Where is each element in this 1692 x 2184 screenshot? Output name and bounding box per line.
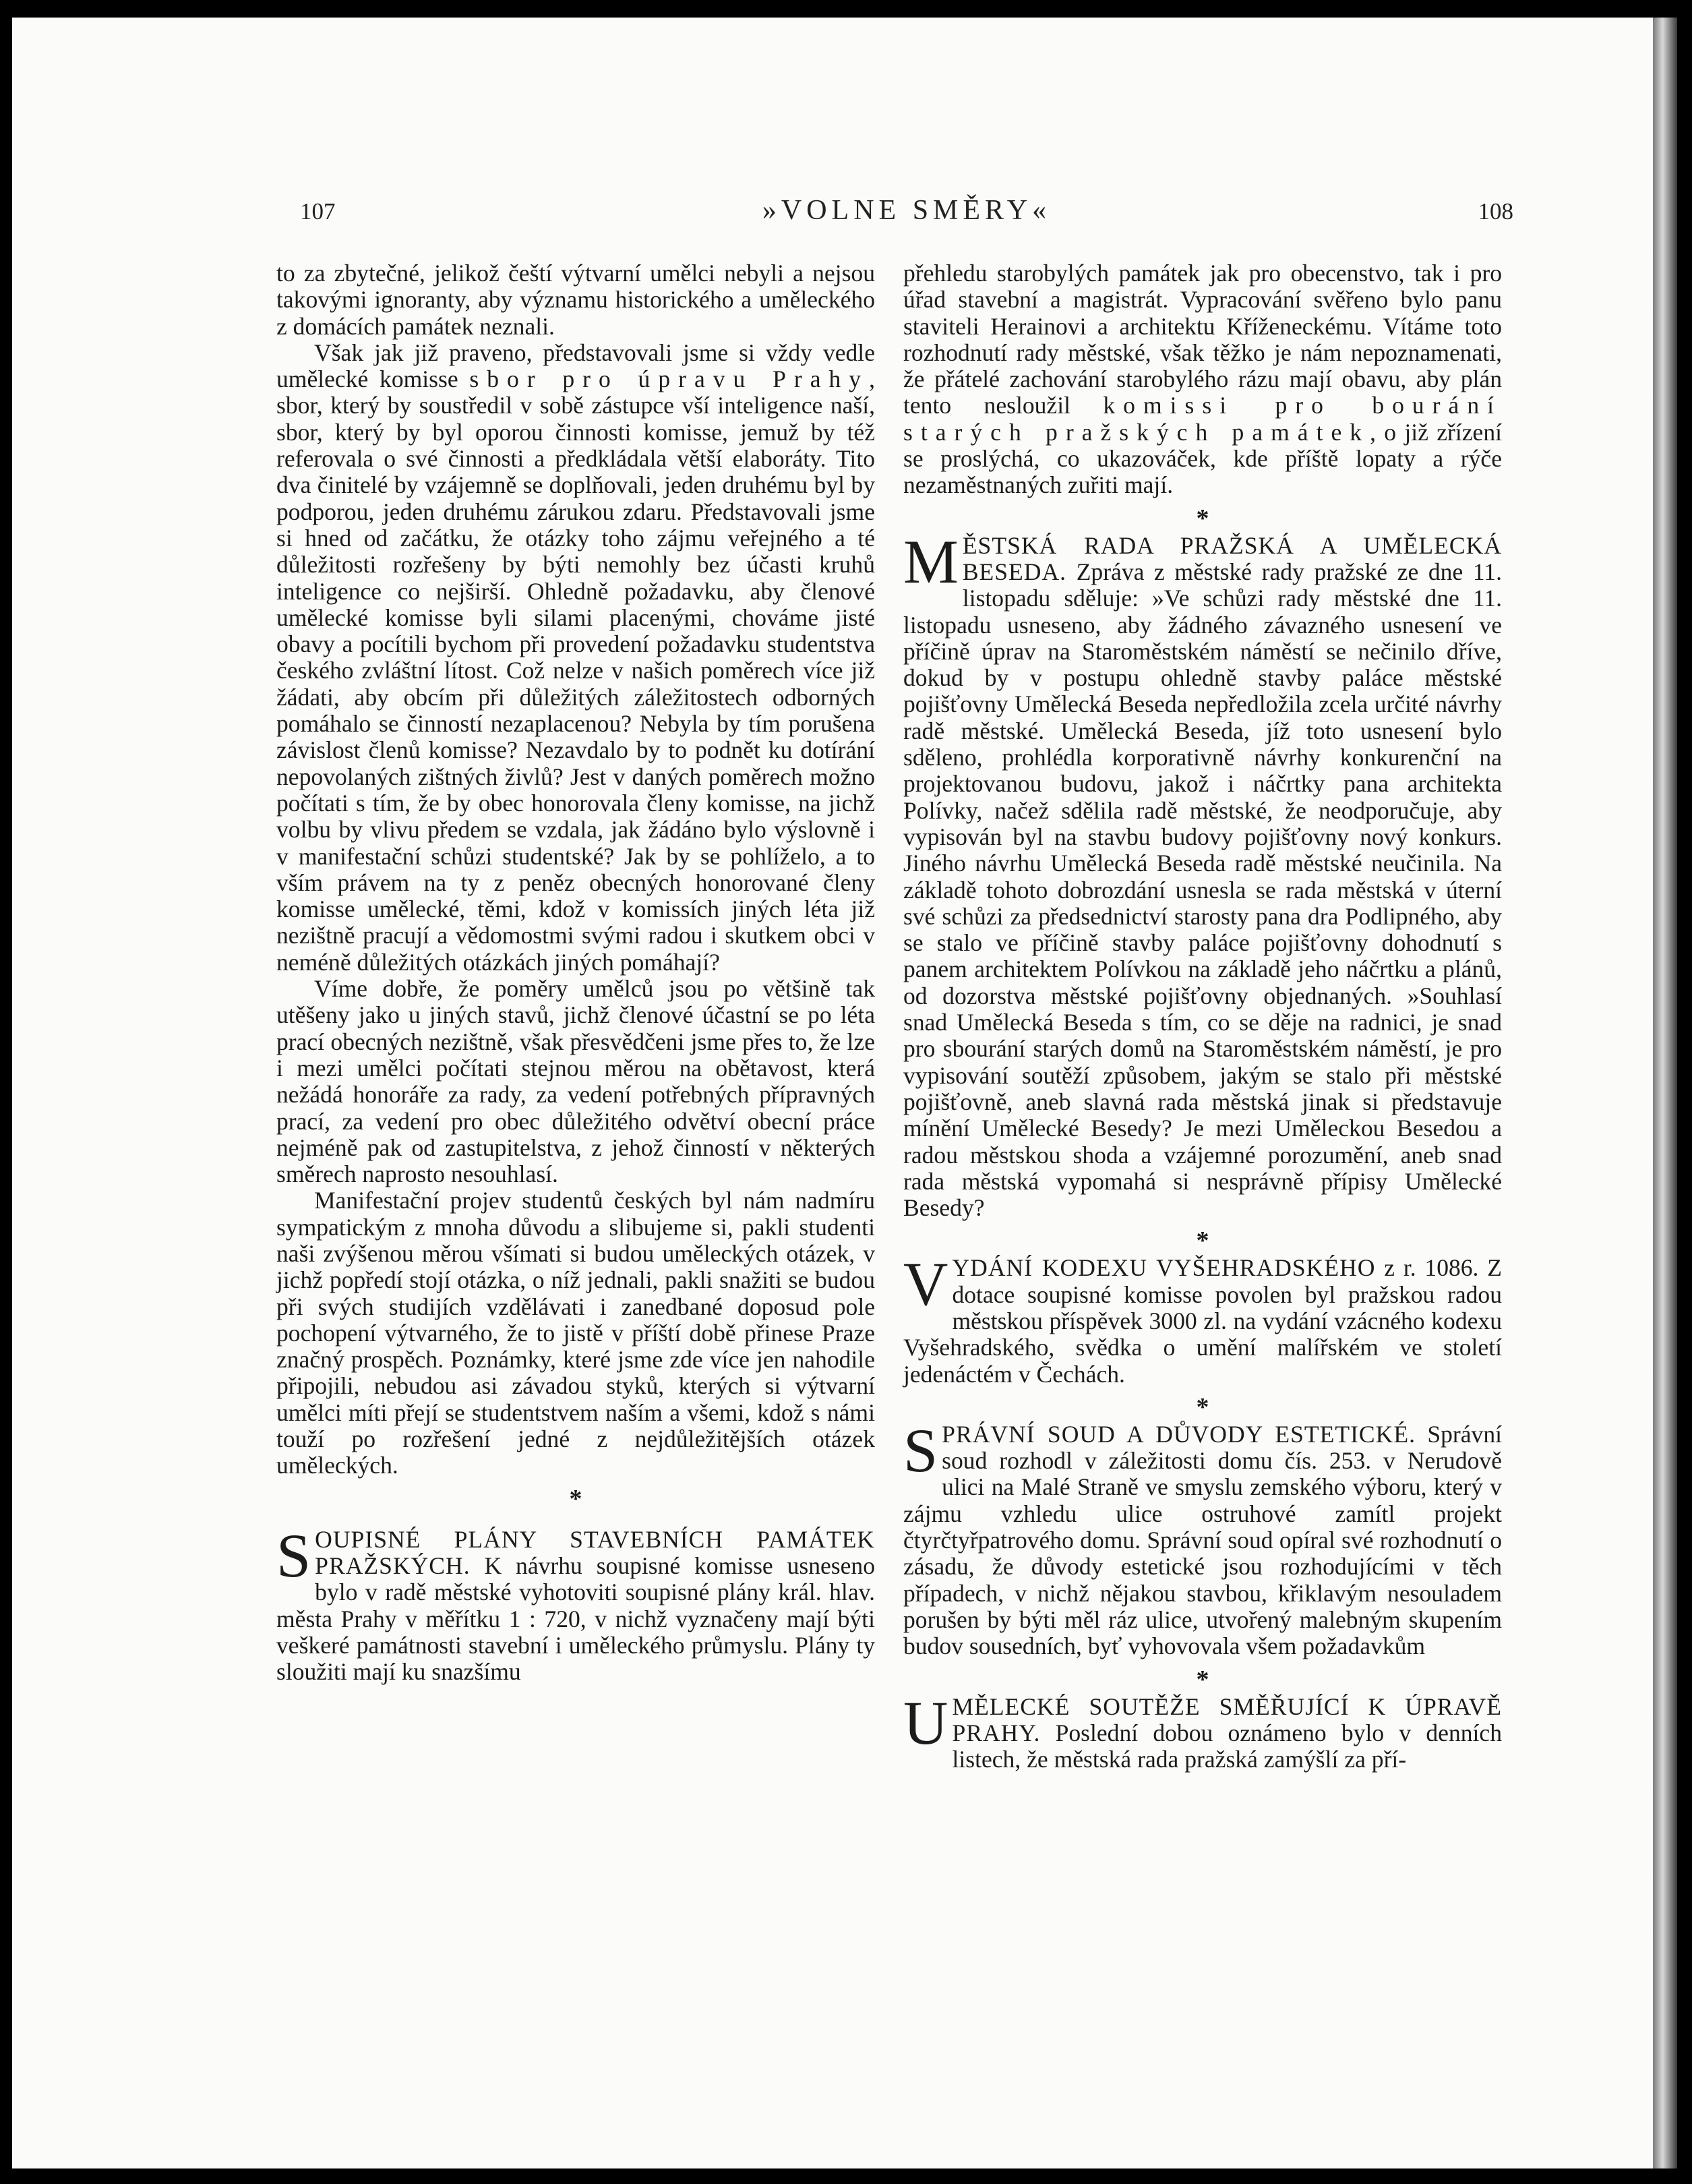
article-heading: MĚLECKÉ SOUTĚŽE SMĚŘUJÍCÍ K ÚPRAVĚ PRAHY. <box>952 1692 1502 1746</box>
paragraph: Víme dobře, že poměry umělců jsou po většině tak utěšeny jako u jiných stavů, jichž členové účastní se po léta prací obecných nezištně, však přesvědčeni jsme přes to, že lze i mezi umělci počítati stejnou měrou na obětavost, která nežádá honoráře za rady, za vedení potřebných přípravných prací, za vedení pro obec důležitého odvětví obecní práce nejméně pak od zastupitelstva, z jehož činností v některých směrech naprosto nesouhlasí. <box>276 975 875 1188</box>
section-separator-star: * <box>569 1484 582 1513</box>
running-head <box>300 194 1513 228</box>
article-text: MĚSTSKÁ RADA PRAŽSKÁ A UMĚLECKÁ BESEDA. Zpráva z městské rady pražské ze dne 11. listopadu sděluje: »Ve schůzi rady městské dne 11. listopadu usneseno, aby žádného závazného usnesení ve příčině úprav na Staroměstském náměstí se nečinilo dříve, dokud by v postupu ohledně stavby paláce městské pojišťovny Umělecká Beseda nepředložila zcela určité návrhy radě městské. Umělecká Beseda, jíž toto usnesení bylo sděleno, prohlédla korporativně návrhy konkurenční na projektovanou budovu, jakož i náčrtky pana architekta Polívky, načež sdělila radě městské, že neodporučuje, aby vypisován byl na stavbu budovy pojišťovny nový konkurs. Jiného návrhu Umělecká Beseda radě městské neučinila. Na základě tohoto dobrozdání usnesla se rada městská v úterní své schůzi za předsednictví starosty pana dra Podlipného, aby se stalo ve příčině stavby paláce pojišťovny dohodnutí s panem architektem Polívkou na základě jeho náčrtku a plánů, od dozorstva městské pojišťovny objednaných. »Souhlasí snad Umělecká Beseda s tím, co se děje na radnici, je snad pro sbourání starých domů na Staroměstském náměstí, je pro vypisování soutěží způsobem, jakým se stalo při městské pojišťovně, aneb slavná rada městská jinak si představuje mínění Umělecké Besedy? Je mezi Uměleckou Besedou a radou městskou shoda a vzájemné porozumění, aneb snad rada městská vypomahá si nesprávně přípisy Umělecké Besedy? <box>903 527 1502 1222</box>
article-text: SPRÁVNÍ SOUD A DŮVODY ESTETICKÉ. Správní soud rozhodl v záležitosti domu čís. 253. v Nerudově ulici na Malé Straně ve smyslu zemského výboru, který v zájmu vzhledu ulice ostruhové zamítl projekt čtyrčtyřpatrového domu. Správní soud opíral své rozhodnutí o zásadu, že důvody estetické jsou rozhodujícími v těch případech, v nichž nějakou stavbou, křiklavým nesouladem porušen by býti měl ráz ulice, utvořený malebným skupením budov sousedních, byť vyhovovala všem požadavkům <box>903 1415 1502 1660</box>
section-separator-star: * <box>1196 1227 1209 1256</box>
section-separator-star: * <box>1196 1392 1209 1421</box>
drop-cap: V <box>903 1249 948 1319</box>
drop-cap: M <box>903 527 959 596</box>
article-vydani-kodexu <box>903 1249 1502 1388</box>
section-separator-star: * <box>1196 1665 1209 1694</box>
article-umelecke-souteze <box>903 1688 1502 1773</box>
paragraph: to za zbytečné, jelikož čeští výtvarní umělci nebyli a nejsou takovými ignoranty, aby významu historického a uměleckého z domácích památek neznali. <box>276 260 875 340</box>
paragraph: Však jak již praveno, představovali jsme si vždy vedle umělecké komisse sbor pro úpravu Prahy, sbor, který by soustředil v sobě zástupce vší inteligence naší, sbor, který by byl oporou činnosti komisse, jemuž by též referovala o své činnosti a předkládala větší elaboráty. Tito dva činitelé by vzájemně se doplňovali, jeden druhému byl by podporou, jeden druhému zárukou zdaru. Představovali jsme si hned od začátku, že otázky toho zájmu veřejného a té důležitosti rozřešeny by býti nemohly bez účasti kruhů inteligence co nejširší. Ohledně požadavku, aby členové umělecké komisse byli silami placenými, chováme jisté obavy a pocítili bychom při provedení požadavku studentstva českého zvláštní lítost. Což nelze v našich poměrech více již žádati, aby obcím při důležitých záležitostech odborných pomáhalo se činností nezaplacenou? Nebyla by tím porušena závislost členů komisse? Nezavdalo by to podnět ku dotírání nepovolaných zištných živlů? Jest v daných poměrech možno počítati s tím, že by obec honorovala členy komisse, na jichž volbu by vlivu předem se vzdala, jak žádáno bylo výslovně i v manifestační schůzi studentské? Jak by se pohlíželo, a to vším právem na ty z peněz obecných honorované členy komisse umělecké, těmi, kdož v komissích jiných léta již nezištně pracují a vědomostmi svými radou i skutkem obci v neméně důležitých otázkách jiných pomáhají? <box>276 338 875 976</box>
journal-title: »VOLNE SMĚRY« <box>762 195 1052 226</box>
page-number-left: 107 <box>300 198 336 225</box>
drop-cap: U <box>903 1688 948 1757</box>
right-column <box>903 260 1502 1773</box>
article-text: VYDÁNÍ KODEXU VYŠEHRADSKÉHO z r. 1086. Z dotace soupisné komisse povolen byl pražskou radou městskou příspěvek 3000 zl. na vydání vzácného kodexu Vyšehradského, svědka o umění malířském ve století jedenáctém v Čechách. <box>903 1249 1502 1388</box>
section-separator-star: * <box>1196 504 1209 533</box>
paragraph: přehledu starobylých památek jak pro obecenstvo, tak i pro úřad stavební a magistrát. Vypracování svěřeno bylo panu staviteli Herainovi a architektu Kříženeckému. Vítáme toto rozhodnutí rady městské, však těžko je nám nepoznamenati, že přátelé zachování starobylého rázu mají obavu, aby plán tento nesloužil komissi pro bourání starých pražských památek, o již zřízení se proslýchá, co ukazováček, kde příště lopaty a rýče nezaměstnaných zuřiti mají. <box>903 260 1502 499</box>
article-heading: OUPISNÉ PLÁNY STAVEBNÍCH PAMÁTEK PRAŽSKÝCH. <box>315 1525 875 1579</box>
article-heading: PRÁVNÍ SOUD A DŮVODY ESTETICKÉ. <box>942 1420 1416 1448</box>
left-column <box>276 260 875 1685</box>
article-heading: ĚSTSKÁ RADA PRAŽSKÁ A UMĚLECKÁ BESEDA. <box>962 531 1502 585</box>
drop-cap: S <box>276 1521 311 1590</box>
paragraph: Manifestační projev studentů českých byl nám nadmíru sympatickým z mnoha důvodu a slibujeme si, pakli studenti naši zvýšenou měrou všímati si budou uměleckých otázek, v jichž popředí stojí otázka, o níž jednali, pakli snažiti se budou při svých studijích vzdělávati i zanedbané doposud pole pochopení výtvarného, že to jistě v příští době přinese Praze značný prospěch. Poznámky, které jsme zde více jen nahodile připojili, nebudou asi závadou styků, kterých si výtvarní umělci míti přejí se studentstvem naším a všemi, kdož s námi touží po rozřešení jedné z nejdůležitějších otázek uměleckých. <box>276 1187 875 1479</box>
article-text: UMĚLECKÉ SOUTĚŽE SMĚŘUJÍCÍ K ÚPRAVĚ PRAHY. Poslední dobou oznámeno bylo v denních listech, že městská rada pražská zamýšlí za pří- <box>903 1688 1502 1773</box>
drop-cap: S <box>903 1415 938 1485</box>
book-binding-edge <box>1653 18 1677 2168</box>
article-soupisne-plany <box>276 1521 875 1686</box>
article-heading: YDÁNÍ KODEXU VYŠEHRADSKÉHO <box>952 1254 1376 1282</box>
article-mestska-rada <box>903 527 1502 1222</box>
emphasized-phrase: komissi pro bourání starých pražských památek <box>903 392 1502 446</box>
page-number-right: 108 <box>1478 198 1513 225</box>
emphasized-phrase: sbor pro úpravu Prahy <box>469 365 870 393</box>
article-spravni-soud <box>903 1415 1502 1660</box>
article-text: SOUPISNÉ PLÁNY STAVEBNÍCH PAMÁTEK PRAŽSKÝCH. K návrhu soupisné komisse usneseno bylo v radě městské vyhotoviti soupisné plány král. hlav. města Prahy v měřítku 1 : 720, v nichž vyznačeny mají býti veškeré památnosti stavební i uměleckého průmyslu. Plány ty sloužiti mají ku snazšímu <box>276 1521 875 1686</box>
